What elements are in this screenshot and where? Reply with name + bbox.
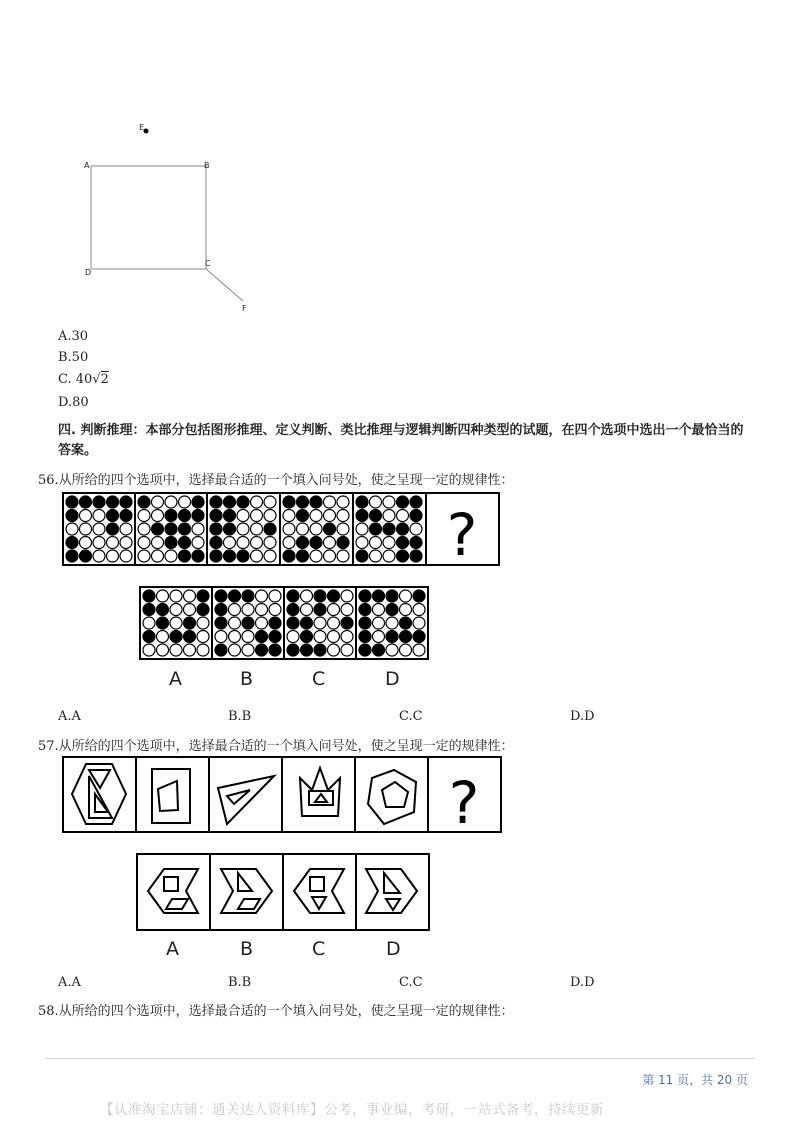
square-abcd (91, 166, 206, 269)
dot (66, 510, 78, 522)
dot (287, 590, 299, 602)
q56-answer-a[interactable]: A.A (58, 709, 81, 724)
dot (120, 523, 132, 535)
q56-panel-1 (66, 496, 132, 562)
dot (66, 496, 78, 508)
dot (356, 550, 368, 562)
dot (383, 550, 395, 562)
dot (93, 523, 105, 535)
section-4-heading: 四. 判断推理：本部分包括图形推理、定义判断、类比推理与逻辑判断四种类型的试题，在四个选项中选出一个最恰当的答案。 (58, 423, 744, 458)
dot (184, 644, 196, 656)
dot (370, 537, 382, 549)
dot (297, 496, 309, 508)
dot (224, 537, 236, 549)
dot (314, 590, 326, 602)
dot (413, 644, 425, 656)
dot (80, 523, 92, 535)
dot (356, 510, 368, 522)
q56-answer-b[interactable]: B.B (228, 709, 252, 724)
dot (184, 590, 196, 602)
dot (356, 523, 368, 535)
dot (107, 496, 119, 508)
label-a: A (84, 161, 90, 170)
dot (224, 550, 236, 562)
dot (197, 604, 209, 616)
dot (170, 644, 182, 656)
dot (66, 537, 78, 549)
dot (314, 631, 326, 643)
dot (242, 644, 254, 656)
q55-option-c-prefix: C. (58, 372, 76, 387)
dot (224, 496, 236, 508)
dot (165, 523, 177, 535)
label-e: E (139, 123, 145, 132)
dot (373, 590, 385, 602)
dot (179, 510, 191, 522)
dot (66, 550, 78, 562)
dot (337, 496, 349, 508)
dot (324, 537, 336, 549)
dot (256, 604, 268, 616)
dot (324, 510, 336, 522)
dot (310, 537, 322, 549)
dot (386, 604, 398, 616)
dot (107, 523, 119, 535)
dot (328, 604, 340, 616)
dot (80, 537, 92, 549)
dot (269, 617, 281, 629)
dot (229, 617, 241, 629)
dot (324, 496, 336, 508)
dot (197, 631, 209, 643)
q57-label-b: B (240, 938, 254, 960)
dot (192, 523, 204, 535)
dot (215, 604, 227, 616)
dot (93, 510, 105, 522)
dot (229, 644, 241, 656)
label-c: C (205, 259, 211, 268)
watermark: 【认准淘宝店铺：通关达人资料库】公考，事业编，考研，一站式备考，持续更新 (100, 1102, 604, 1118)
dot (80, 496, 92, 508)
dot (337, 523, 349, 535)
dot (210, 550, 222, 562)
dot (328, 631, 340, 643)
dot (337, 510, 349, 522)
q56-panel-5 (356, 496, 422, 562)
q56-option-a-grid (143, 590, 209, 656)
dot (157, 604, 169, 616)
segment-cf (206, 269, 243, 301)
dot (383, 496, 395, 508)
geometry-figure (78, 115, 268, 320)
dot (310, 510, 322, 522)
q57-sequence (62, 756, 504, 834)
dot (215, 590, 227, 602)
dot (386, 590, 398, 602)
dot (383, 510, 395, 522)
dot (251, 496, 263, 508)
dot (370, 523, 382, 535)
dot (386, 617, 398, 629)
q56-answer-d[interactable]: D.D (570, 709, 595, 724)
dot (269, 631, 281, 643)
dot (283, 550, 295, 562)
dot (152, 523, 164, 535)
dot (242, 617, 254, 629)
dot (170, 617, 182, 629)
dot (237, 510, 249, 522)
dot (80, 550, 92, 562)
dot (370, 510, 382, 522)
q57-panel-4 (300, 768, 340, 816)
dot (341, 590, 353, 602)
dot (143, 631, 155, 643)
q57-option-b-figure (221, 869, 272, 913)
q56-sequence (62, 492, 502, 567)
dot (215, 644, 227, 656)
q57-panel-2 (152, 769, 190, 823)
dot (301, 604, 313, 616)
dot (170, 590, 182, 602)
q56-panel-2 (138, 496, 204, 562)
footer-divider (45, 1058, 755, 1059)
dot (210, 510, 222, 522)
dot (341, 631, 353, 643)
dot (165, 510, 177, 522)
dot (337, 537, 349, 549)
dot (143, 604, 155, 616)
dot (373, 604, 385, 616)
dot (264, 510, 276, 522)
dot (373, 631, 385, 643)
q57-answer-c[interactable]: C.C (399, 975, 423, 990)
q55-option-b: B.50 (58, 350, 89, 365)
q57-question-mark: ? (448, 769, 480, 834)
page-number: 第 11 页，共 20 页 (642, 1073, 748, 1087)
dot (152, 496, 164, 508)
dot (386, 631, 398, 643)
dot (287, 644, 299, 656)
dot (242, 590, 254, 602)
dot (179, 537, 191, 549)
dot (413, 617, 425, 629)
q57-panel-3 (218, 776, 274, 824)
dot (184, 617, 196, 629)
dot (383, 523, 395, 535)
q57-option-c-figure (294, 869, 344, 913)
dot (314, 644, 326, 656)
dot (157, 590, 169, 602)
dot (359, 631, 371, 643)
dot (251, 550, 263, 562)
dot (197, 644, 209, 656)
dot (229, 590, 241, 602)
dot (192, 537, 204, 549)
q56-prompt: 56.从所给的四个选项中，选择最合适的一个填入问号处，使之呈现一定的规律性： (38, 473, 514, 488)
dot (324, 550, 336, 562)
dot (359, 604, 371, 616)
q56-option-d-grid (359, 590, 425, 656)
q57-prompt: 57.从所给的四个选项中，选择最合适的一个填入问号处，使之呈现一定的规律性： (38, 739, 514, 754)
dot (328, 617, 340, 629)
q56-options (139, 586, 431, 661)
dot (165, 550, 177, 562)
dot (328, 644, 340, 656)
dot (400, 617, 412, 629)
q56-label-d: D (385, 668, 400, 690)
dot (400, 631, 412, 643)
dot (314, 617, 326, 629)
dot (283, 537, 295, 549)
dot (373, 617, 385, 629)
dot (397, 523, 409, 535)
dot (264, 496, 276, 508)
q57-label-d: D (386, 938, 401, 960)
dot (152, 510, 164, 522)
dot (107, 550, 119, 562)
dot (373, 644, 385, 656)
dot (192, 510, 204, 522)
dot (328, 590, 340, 602)
dot (314, 604, 326, 616)
dot (413, 631, 425, 643)
dot (197, 590, 209, 602)
q56-answer-c[interactable]: C.C (399, 709, 423, 724)
point-e (144, 129, 149, 134)
dot (256, 644, 268, 656)
dot (93, 496, 105, 508)
dot (287, 617, 299, 629)
q57-label-c: C (312, 938, 326, 960)
q58-prompt: 58.从所给的四个选项中，选择最合适的一个填入问号处，使之呈现一定的规律性： (38, 1004, 514, 1019)
dot (237, 550, 249, 562)
dot (107, 537, 119, 549)
dot (397, 537, 409, 549)
dot (356, 496, 368, 508)
dot (264, 537, 276, 549)
dot (215, 617, 227, 629)
dot (93, 550, 105, 562)
dot (229, 631, 241, 643)
dot (356, 537, 368, 549)
dot (157, 617, 169, 629)
dot (297, 510, 309, 522)
dot (310, 523, 322, 535)
dot (237, 523, 249, 535)
q56-option-c-grid (287, 590, 353, 656)
q55-option-d: D.80 (58, 395, 89, 410)
dot (400, 604, 412, 616)
dot (138, 510, 150, 522)
dot (120, 550, 132, 562)
dot (301, 631, 313, 643)
dot (215, 631, 227, 643)
q56-label-a: A (169, 668, 182, 690)
q55-option-a: A.30 (58, 329, 89, 344)
dot (410, 496, 422, 508)
dot (251, 537, 263, 549)
q57-panel-1 (72, 764, 126, 824)
dot (301, 644, 313, 656)
dot (120, 496, 132, 508)
q57-answer-a[interactable]: A.A (58, 975, 81, 990)
dot (287, 604, 299, 616)
dot (224, 523, 236, 535)
dot (370, 496, 382, 508)
dot (143, 590, 155, 602)
dot (359, 644, 371, 656)
dot (297, 537, 309, 549)
dot (256, 631, 268, 643)
dot (370, 550, 382, 562)
dot (310, 550, 322, 562)
dot (251, 510, 263, 522)
dot (301, 590, 313, 602)
dot (138, 523, 150, 535)
q57-options (136, 853, 432, 933)
dot (165, 496, 177, 508)
dot (341, 644, 353, 656)
dot (179, 550, 191, 562)
dot (229, 604, 241, 616)
dot (242, 631, 254, 643)
dot (210, 537, 222, 549)
dot (237, 496, 249, 508)
dot (224, 510, 236, 522)
dot (413, 590, 425, 602)
dot (184, 631, 196, 643)
dot (400, 644, 412, 656)
dot (170, 604, 182, 616)
dot (359, 590, 371, 602)
dot (256, 590, 268, 602)
dot (179, 496, 191, 508)
q57-panel-5 (368, 770, 416, 824)
dot (410, 510, 422, 522)
dot (410, 537, 422, 549)
dot (66, 523, 78, 535)
q55-option-c-radical: 2 (100, 372, 109, 387)
dot (157, 631, 169, 643)
q57-label-a: A (166, 938, 179, 960)
dot (297, 523, 309, 535)
dot (301, 617, 313, 629)
dot (337, 550, 349, 562)
dot (410, 550, 422, 562)
q57-answer-d[interactable]: D.D (570, 975, 595, 990)
dot (120, 537, 132, 549)
dot (143, 617, 155, 629)
dot (297, 550, 309, 562)
label-b: B (204, 161, 210, 170)
dot (93, 537, 105, 549)
dot (310, 496, 322, 508)
sqrt-sign: √ (92, 372, 101, 387)
dot (410, 523, 422, 535)
dot (269, 604, 281, 616)
q57-option-d-figure (366, 869, 417, 913)
dot (165, 537, 177, 549)
label-d: D (85, 268, 92, 277)
dot (143, 644, 155, 656)
dot (341, 617, 353, 629)
q55-option-c (58, 372, 109, 387)
dot (269, 590, 281, 602)
q56-question-mark: ? (446, 501, 478, 567)
dot (120, 510, 132, 522)
dot (256, 617, 268, 629)
dot (138, 537, 150, 549)
dot (152, 550, 164, 562)
dot (324, 523, 336, 535)
dot (138, 550, 150, 562)
dot (386, 644, 398, 656)
dot (197, 617, 209, 629)
q55-option-c-value: 40 (75, 372, 93, 387)
dot (192, 496, 204, 508)
dot (264, 523, 276, 535)
dot (242, 604, 254, 616)
dot (283, 523, 295, 535)
dot (107, 510, 119, 522)
dot (152, 537, 164, 549)
dot (383, 537, 395, 549)
q57-answer-b[interactable]: B.B (228, 975, 252, 990)
q56-label-c: C (312, 668, 326, 690)
dot (397, 550, 409, 562)
dot (138, 496, 150, 508)
label-f: F (242, 304, 247, 313)
dot (283, 496, 295, 508)
dot (283, 510, 295, 522)
dot (251, 523, 263, 535)
q56-label-b: B (240, 668, 254, 690)
dot (179, 523, 191, 535)
dot (210, 523, 222, 535)
dot (400, 590, 412, 602)
dot (413, 604, 425, 616)
dot (269, 644, 281, 656)
q56-panel-3 (210, 496, 276, 562)
dot (170, 631, 182, 643)
dot (397, 496, 409, 508)
dot (237, 537, 249, 549)
q56-option-b-grid (215, 590, 281, 656)
q56-panel-4 (283, 496, 349, 562)
dot (210, 496, 222, 508)
q57-option-a-figure (148, 869, 198, 913)
dot (80, 510, 92, 522)
dot (264, 550, 276, 562)
dot (359, 617, 371, 629)
dot (341, 604, 353, 616)
dot (287, 631, 299, 643)
dot (184, 604, 196, 616)
dot (157, 644, 169, 656)
dot (397, 510, 409, 522)
dot (192, 550, 204, 562)
